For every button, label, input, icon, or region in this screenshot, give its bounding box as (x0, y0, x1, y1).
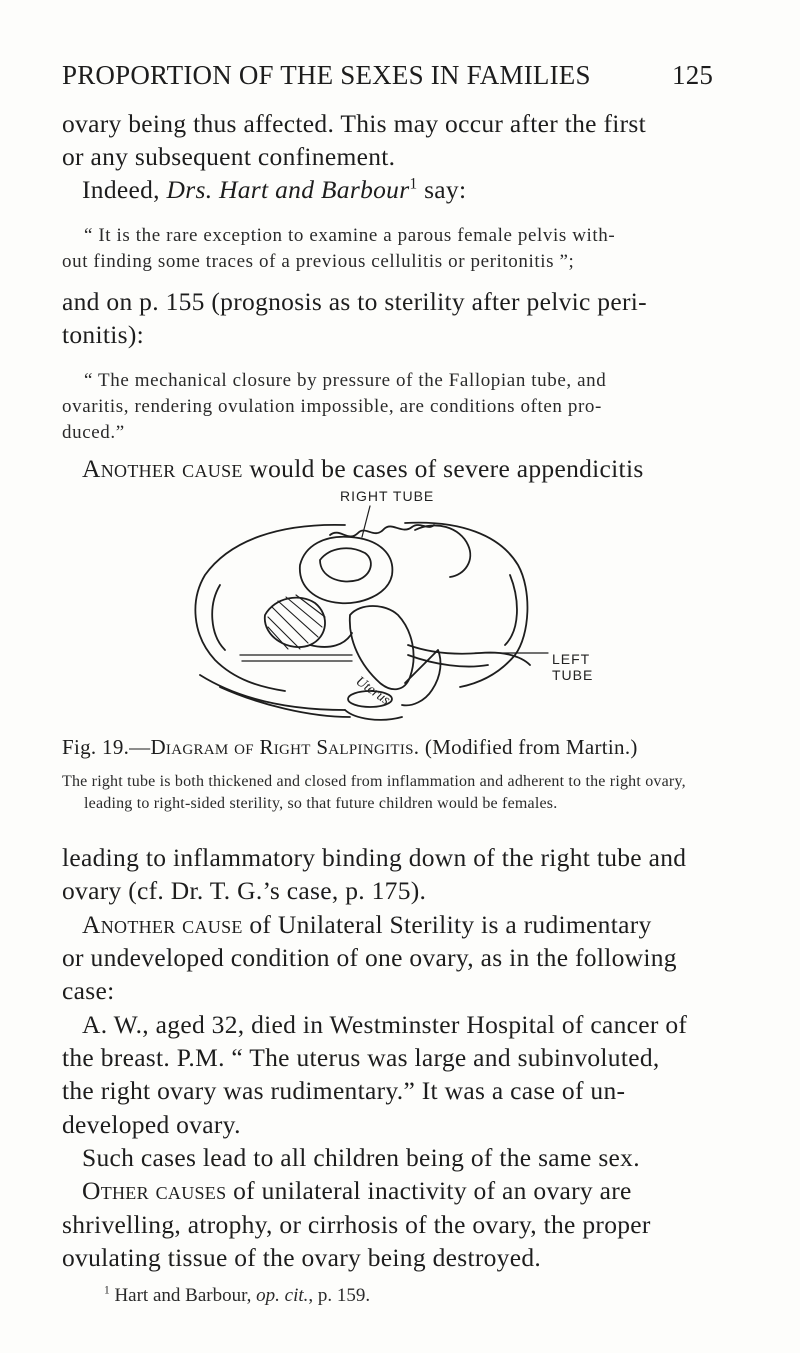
text-line: Another cause would be cases of severe appendicitis (82, 454, 644, 483)
figure-legend-line: leading to right-sided sterility, so that future children would be females. (84, 795, 558, 812)
text-line: Other causes of unilateral inactivity of an ovary are (82, 1176, 632, 1205)
text-line: shrivelling, atrophy, or cirrhosis of the ovary, the proper (62, 1210, 651, 1239)
text-line: ovulating tissue of the ovary being destroyed. (62, 1243, 542, 1272)
text-line: or any subsequent confinement. (62, 142, 396, 171)
footnote-ref: 1 (409, 175, 418, 193)
quote-line: “ It is the rare exception to examine a parous female pelvis with- (84, 225, 616, 246)
label-left-tube: LEFT (552, 651, 591, 667)
label-left-tube: TUBE (552, 667, 594, 683)
running-title: PROPORTION OF THE SEXES IN FAMILIES (62, 60, 591, 90)
quote-line: duced.” (62, 422, 125, 443)
text-line: the right ovary was rudimentary.” It was a case of un- (62, 1076, 626, 1105)
figure-caption: Fig. 19.—Diagram of Right Salpingitis. (Modified from Martin.) (62, 735, 638, 759)
text-line: and on p. 155 (prognosis as to sterility after pelvic peri- (62, 287, 647, 316)
label-uterus: Uterus (352, 673, 393, 709)
quote-line: out finding some traces of a previous cellulitis or peritonitis ”; (62, 251, 575, 272)
text-line: Such cases lead to all children being of the same sex. (82, 1143, 640, 1172)
text-line: A. W., aged 32, died in Westminster Hospital of cancer of (82, 1010, 688, 1039)
salpingitis-diagram (180, 505, 560, 727)
pelvis-inner-left (212, 585, 225, 650)
intestines (330, 525, 434, 536)
pelvis-inner-right (505, 575, 517, 645)
pelvis-outline-right (405, 523, 527, 687)
text-line: developed ovary. (62, 1110, 241, 1139)
text-line: the breast. P.M. “ The uterus was large and subinvoluted, (62, 1043, 660, 1072)
text-line: tonitis): (62, 320, 145, 349)
text-line: Indeed, Drs. Hart and Barbour$^1$ say: (82, 175, 467, 204)
text-line: case: (62, 976, 115, 1005)
text-line: ovary being thus affected. This may occur after the first (62, 109, 647, 138)
label-right-tube: RIGHT TUBE (340, 488, 435, 504)
text-line: Another cause of Unilateral Sterility is a rudimentary (82, 910, 652, 939)
author-names: Drs. Hart and Barbour (166, 175, 410, 204)
sacrum (300, 537, 393, 604)
text-line: or undeveloped condition of one ovary, as in the following (62, 943, 677, 972)
quote-line: “ The mechanical closure by pressure of the Fallopian tube, and (84, 370, 607, 391)
text-line: ovary (cf. Dr. T. G.’s case, p. 175). (62, 876, 427, 905)
page-number: 125 (672, 60, 714, 90)
quote-line: ovaritis, rendering ovulation impossible, are conditions often pro- (62, 396, 602, 417)
footnote: $^1$ Hart and Barbour, op. cit., p. 159. (104, 1284, 371, 1306)
text-line: leading to inflammatory binding down of the right tube and (62, 843, 687, 872)
figure-legend-line: The right tube is both thickened and closed from inflammation and adherent to the right ovary, (62, 773, 686, 790)
